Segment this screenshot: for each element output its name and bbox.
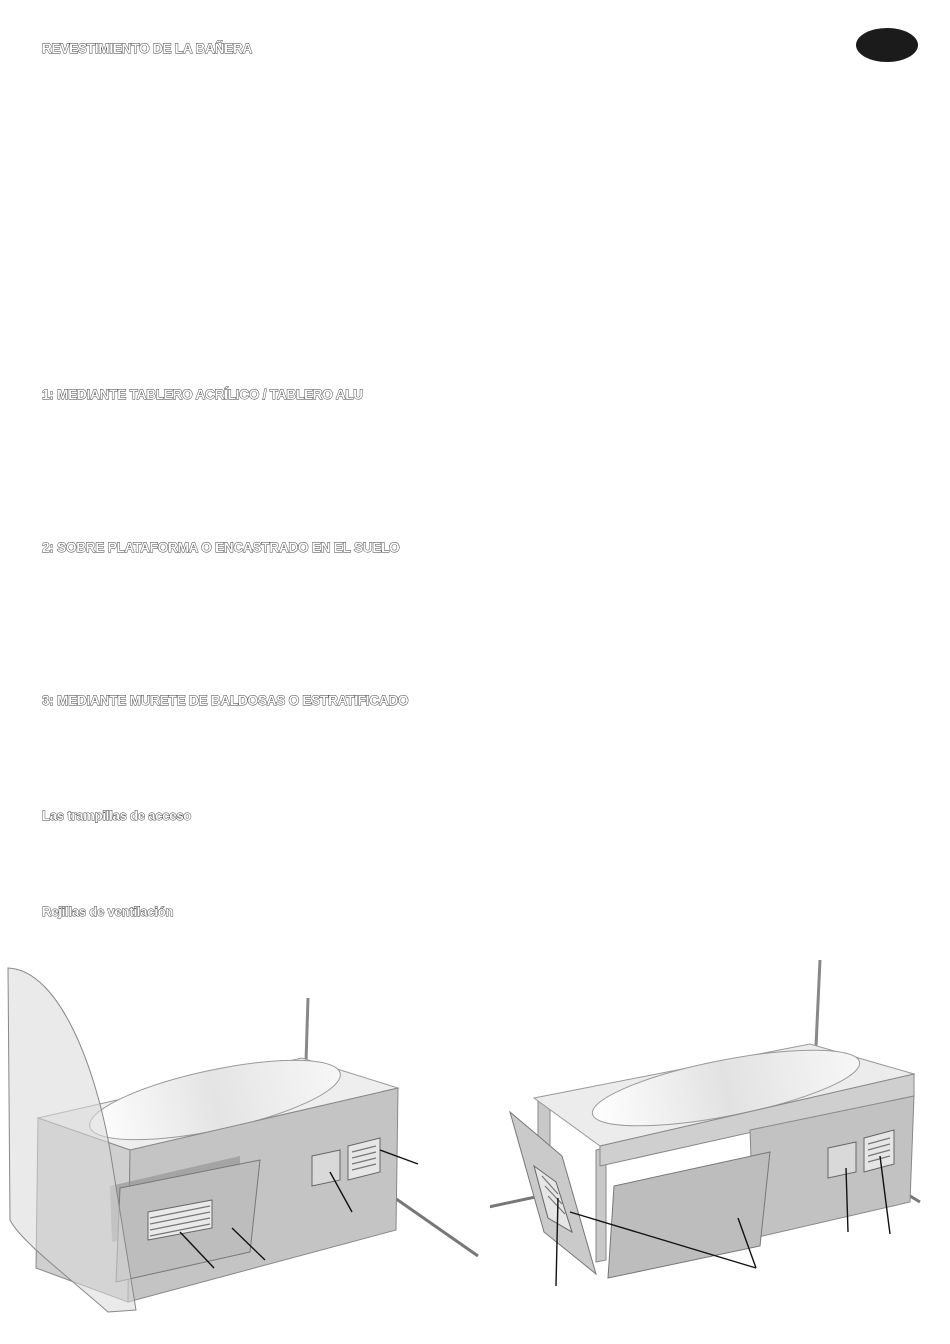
- subheading-access-hatches: Las trampillas de acceso: [42, 808, 192, 823]
- bathtub-panel-illustration-left: [0, 950, 490, 1344]
- section-heading-acrylic-panel: 1: MEDIANTE TABLERO ACRÍLICO / TABLERO ALU: [42, 387, 363, 402]
- page-title: REVESTIMIENTO DE LA BAÑERA: [42, 41, 253, 56]
- bathtub-panel-illustration-right: [490, 950, 950, 1344]
- section-heading-tiled-wall: 3: MEDIANTE MURETE DE BALDOSAS O ESTRATIFICADO: [42, 693, 409, 708]
- language-badge: [856, 28, 918, 62]
- subheading-ventilation-grilles: Rejillas de ventilación: [42, 904, 174, 919]
- section-heading-platform: 2: SOBRE PLATAFORMA O ENCASTRADO EN EL SUELO: [42, 540, 400, 555]
